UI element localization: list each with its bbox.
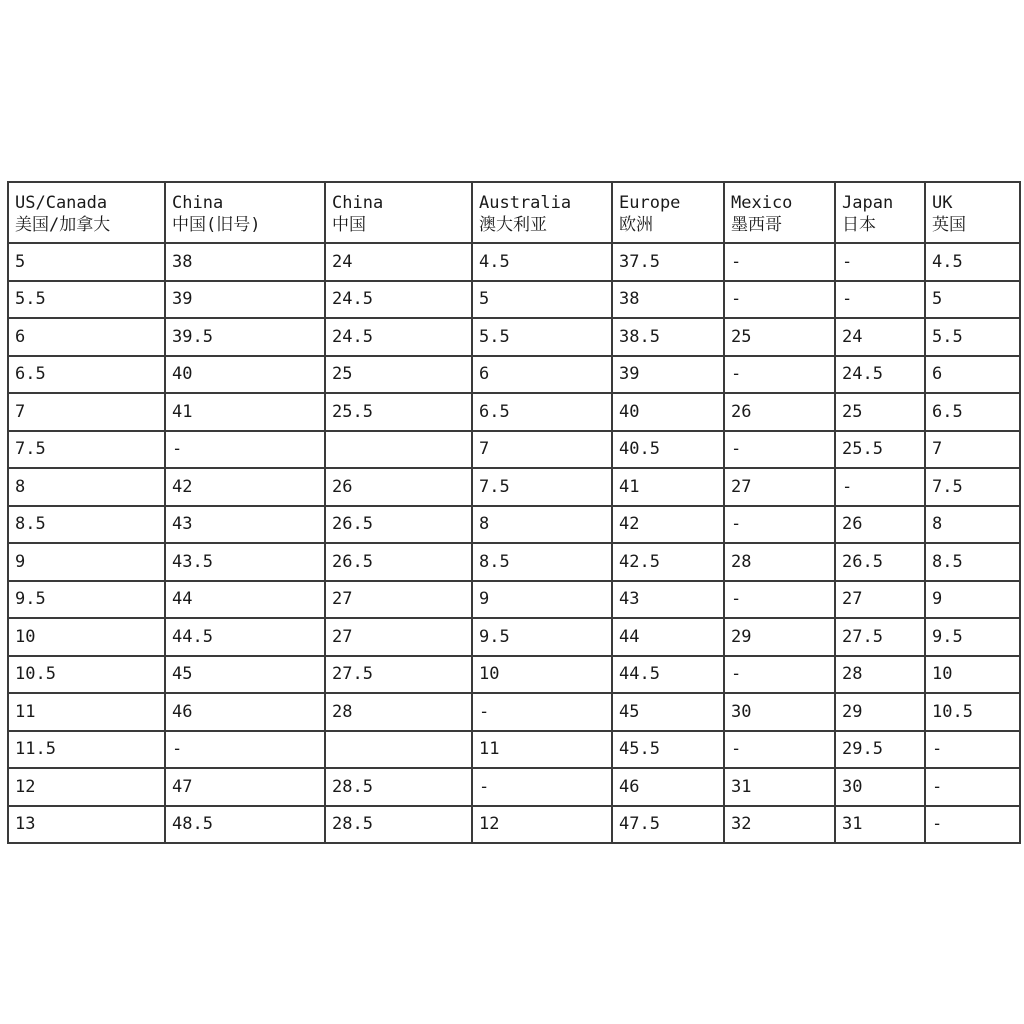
cell-china-old: 41 xyxy=(165,393,325,431)
cell-mexico: - xyxy=(724,656,835,694)
cell-europe: 37.5 xyxy=(612,243,724,281)
cell-china: 27 xyxy=(325,618,472,656)
cell-us-canada: 6 xyxy=(8,318,165,356)
cell-uk: 8.5 xyxy=(925,543,1020,581)
cell-mexico: 25 xyxy=(724,318,835,356)
cell-uk: 10 xyxy=(925,656,1020,694)
cell-australia: 8.5 xyxy=(472,543,612,581)
cell-mexico: - xyxy=(724,356,835,394)
cell-china-old: 40 xyxy=(165,356,325,394)
cell-mexico: 29 xyxy=(724,618,835,656)
cell-china xyxy=(325,431,472,469)
cell-china: 26.5 xyxy=(325,506,472,544)
cell-australia: 12 xyxy=(472,806,612,844)
cell-china: 28.5 xyxy=(325,768,472,806)
cell-uk: - xyxy=(925,731,1020,769)
cell-uk: 6 xyxy=(925,356,1020,394)
cell-uk: 8 xyxy=(925,506,1020,544)
cell-japan: 27.5 xyxy=(835,618,925,656)
cell-us-canada: 5 xyxy=(8,243,165,281)
cell-europe: 40.5 xyxy=(612,431,724,469)
cell-australia: 11 xyxy=(472,731,612,769)
cell-china: 24 xyxy=(325,243,472,281)
cell-china-old: - xyxy=(165,731,325,769)
table-row xyxy=(8,506,1020,544)
cell-us-canada: 6.5 xyxy=(8,356,165,394)
cell-china-old: 39.5 xyxy=(165,318,325,356)
cell-mexico: 32 xyxy=(724,806,835,844)
cell-europe: 43 xyxy=(612,581,724,619)
cell-japan: 31 xyxy=(835,806,925,844)
cell-europe: 42 xyxy=(612,506,724,544)
header-label-en: Europe xyxy=(619,192,681,213)
cell-europe: 44 xyxy=(612,618,724,656)
table-row xyxy=(8,468,1020,506)
cell-mexico: - xyxy=(724,731,835,769)
cell-uk: - xyxy=(925,768,1020,806)
table-row xyxy=(8,806,1020,844)
header-europe xyxy=(612,182,724,243)
cell-us-canada: 9 xyxy=(8,543,165,581)
cell-mexico: 27 xyxy=(724,468,835,506)
cell-us-canada: 8 xyxy=(8,468,165,506)
table-row xyxy=(8,431,1020,469)
cell-china: 26 xyxy=(325,468,472,506)
cell-europe: 47.5 xyxy=(612,806,724,844)
cell-uk: 7.5 xyxy=(925,468,1020,506)
cell-china: 28 xyxy=(325,693,472,731)
cell-china: 26.5 xyxy=(325,543,472,581)
cell-us-canada: 7.5 xyxy=(8,431,165,469)
cell-us-canada: 11.5 xyxy=(8,731,165,769)
cell-china: 27.5 xyxy=(325,656,472,694)
cell-china: 28.5 xyxy=(325,806,472,844)
table-row xyxy=(8,656,1020,694)
header-label-zh: 日本 xyxy=(842,214,876,235)
cell-china-old: 45 xyxy=(165,656,325,694)
header-label-en: US/Canada xyxy=(15,192,108,213)
cell-australia: - xyxy=(472,693,612,731)
header-label-zh: 欧洲 xyxy=(619,214,653,235)
cell-japan: 29.5 xyxy=(835,731,925,769)
cell-australia: 7.5 xyxy=(472,468,612,506)
cell-us-canada: 10.5 xyxy=(8,656,165,694)
cell-europe: 39 xyxy=(612,356,724,394)
cell-china-old: 47 xyxy=(165,768,325,806)
cell-japan: 25.5 xyxy=(835,431,925,469)
cell-australia: 4.5 xyxy=(472,243,612,281)
cell-uk: 9.5 xyxy=(925,618,1020,656)
cell-europe: 46 xyxy=(612,768,724,806)
header-label-zh: 墨西哥 xyxy=(731,214,782,235)
cell-europe: 45.5 xyxy=(612,731,724,769)
header-label-en: China xyxy=(332,192,384,213)
cell-australia: 6 xyxy=(472,356,612,394)
cell-china-old: 42 xyxy=(165,468,325,506)
cell-uk: 4.5 xyxy=(925,243,1020,281)
cell-uk: 5.5 xyxy=(925,318,1020,356)
cell-us-canada: 7 xyxy=(8,393,165,431)
cell-us-canada: 10 xyxy=(8,618,165,656)
cell-china: 27 xyxy=(325,581,472,619)
header-label-en: China xyxy=(172,192,224,213)
header-mexico xyxy=(724,182,835,243)
header-label-zh: 中国(旧号) xyxy=(172,214,261,235)
cell-mexico: - xyxy=(724,281,835,319)
table-row xyxy=(8,581,1020,619)
table-row xyxy=(8,393,1020,431)
cell-europe: 45 xyxy=(612,693,724,731)
cell-japan: - xyxy=(835,468,925,506)
cell-china-old: 38 xyxy=(165,243,325,281)
cell-australia: 5 xyxy=(472,281,612,319)
table-row xyxy=(8,281,1020,319)
shoe-size-conversion-table xyxy=(7,181,1021,844)
cell-uk: - xyxy=(925,806,1020,844)
cell-japan: - xyxy=(835,243,925,281)
cell-mexico: 26 xyxy=(724,393,835,431)
cell-china-old: 43 xyxy=(165,506,325,544)
cell-china-old: 43.5 xyxy=(165,543,325,581)
cell-uk: 6.5 xyxy=(925,393,1020,431)
cell-australia: 7 xyxy=(472,431,612,469)
cell-mexico: - xyxy=(724,431,835,469)
header-label-zh: 中国 xyxy=(332,214,366,235)
cell-uk: 10.5 xyxy=(925,693,1020,731)
header-label-zh: 英国 xyxy=(932,214,966,235)
cell-china-old: 44 xyxy=(165,581,325,619)
table-row xyxy=(8,768,1020,806)
cell-mexico: 31 xyxy=(724,768,835,806)
cell-us-canada: 13 xyxy=(8,806,165,844)
cell-japan: 26 xyxy=(835,506,925,544)
cell-australia: 9 xyxy=(472,581,612,619)
table-row xyxy=(8,693,1020,731)
cell-mexico: - xyxy=(724,506,835,544)
header-label-zh: 美国/加拿大 xyxy=(15,214,111,235)
cell-china-old: 46 xyxy=(165,693,325,731)
cell-china xyxy=(325,731,472,769)
cell-japan: 26.5 xyxy=(835,543,925,581)
cell-china-old: 44.5 xyxy=(165,618,325,656)
cell-japan: - xyxy=(835,281,925,319)
cell-uk: 9 xyxy=(925,581,1020,619)
cell-australia: 9.5 xyxy=(472,618,612,656)
header-row xyxy=(8,182,1020,243)
table-row xyxy=(8,731,1020,769)
table-row xyxy=(8,318,1020,356)
cell-china: 24.5 xyxy=(325,281,472,319)
header-china-old xyxy=(165,182,325,243)
cell-mexico: - xyxy=(724,581,835,619)
header-label-en: Japan xyxy=(842,192,894,213)
cell-europe: 40 xyxy=(612,393,724,431)
header-us-canada xyxy=(8,182,165,243)
cell-mexico: 30 xyxy=(724,693,835,731)
header-label-zh: 澳大利亚 xyxy=(479,214,547,235)
header-label-en: Mexico xyxy=(731,192,793,213)
cell-us-canada: 8.5 xyxy=(8,506,165,544)
table-row xyxy=(8,243,1020,281)
cell-us-canada: 5.5 xyxy=(8,281,165,319)
header-australia xyxy=(472,182,612,243)
cell-australia: 6.5 xyxy=(472,393,612,431)
cell-australia: 5.5 xyxy=(472,318,612,356)
cell-europe: 42.5 xyxy=(612,543,724,581)
cell-japan: 27 xyxy=(835,581,925,619)
header-china xyxy=(325,182,472,243)
cell-us-canada: 9.5 xyxy=(8,581,165,619)
cell-europe: 38 xyxy=(612,281,724,319)
cell-australia: - xyxy=(472,768,612,806)
table-body xyxy=(8,182,1020,843)
cell-japan: 24 xyxy=(835,318,925,356)
cell-japan: 25 xyxy=(835,393,925,431)
cell-china: 25 xyxy=(325,356,472,394)
cell-japan: 24.5 xyxy=(835,356,925,394)
cell-mexico: - xyxy=(724,243,835,281)
cell-japan: 28 xyxy=(835,656,925,694)
cell-china-old: 48.5 xyxy=(165,806,325,844)
cell-europe: 41 xyxy=(612,468,724,506)
header-label-en: UK xyxy=(932,192,953,213)
cell-japan: 29 xyxy=(835,693,925,731)
cell-us-canada: 11 xyxy=(8,693,165,731)
table-row xyxy=(8,543,1020,581)
cell-uk: 5 xyxy=(925,281,1020,319)
cell-europe: 44.5 xyxy=(612,656,724,694)
cell-australia: 10 xyxy=(472,656,612,694)
cell-australia: 8 xyxy=(472,506,612,544)
cell-uk: 7 xyxy=(925,431,1020,469)
cell-china-old: - xyxy=(165,431,325,469)
cell-china: 24.5 xyxy=(325,318,472,356)
table-row xyxy=(8,356,1020,394)
header-japan xyxy=(835,182,925,243)
header-uk xyxy=(925,182,1020,243)
cell-japan: 30 xyxy=(835,768,925,806)
cell-china-old: 39 xyxy=(165,281,325,319)
cell-china: 25.5 xyxy=(325,393,472,431)
cell-mexico: 28 xyxy=(724,543,835,581)
header-label-en: Australia xyxy=(479,192,572,213)
table-row xyxy=(8,618,1020,656)
cell-us-canada: 12 xyxy=(8,768,165,806)
cell-europe: 38.5 xyxy=(612,318,724,356)
